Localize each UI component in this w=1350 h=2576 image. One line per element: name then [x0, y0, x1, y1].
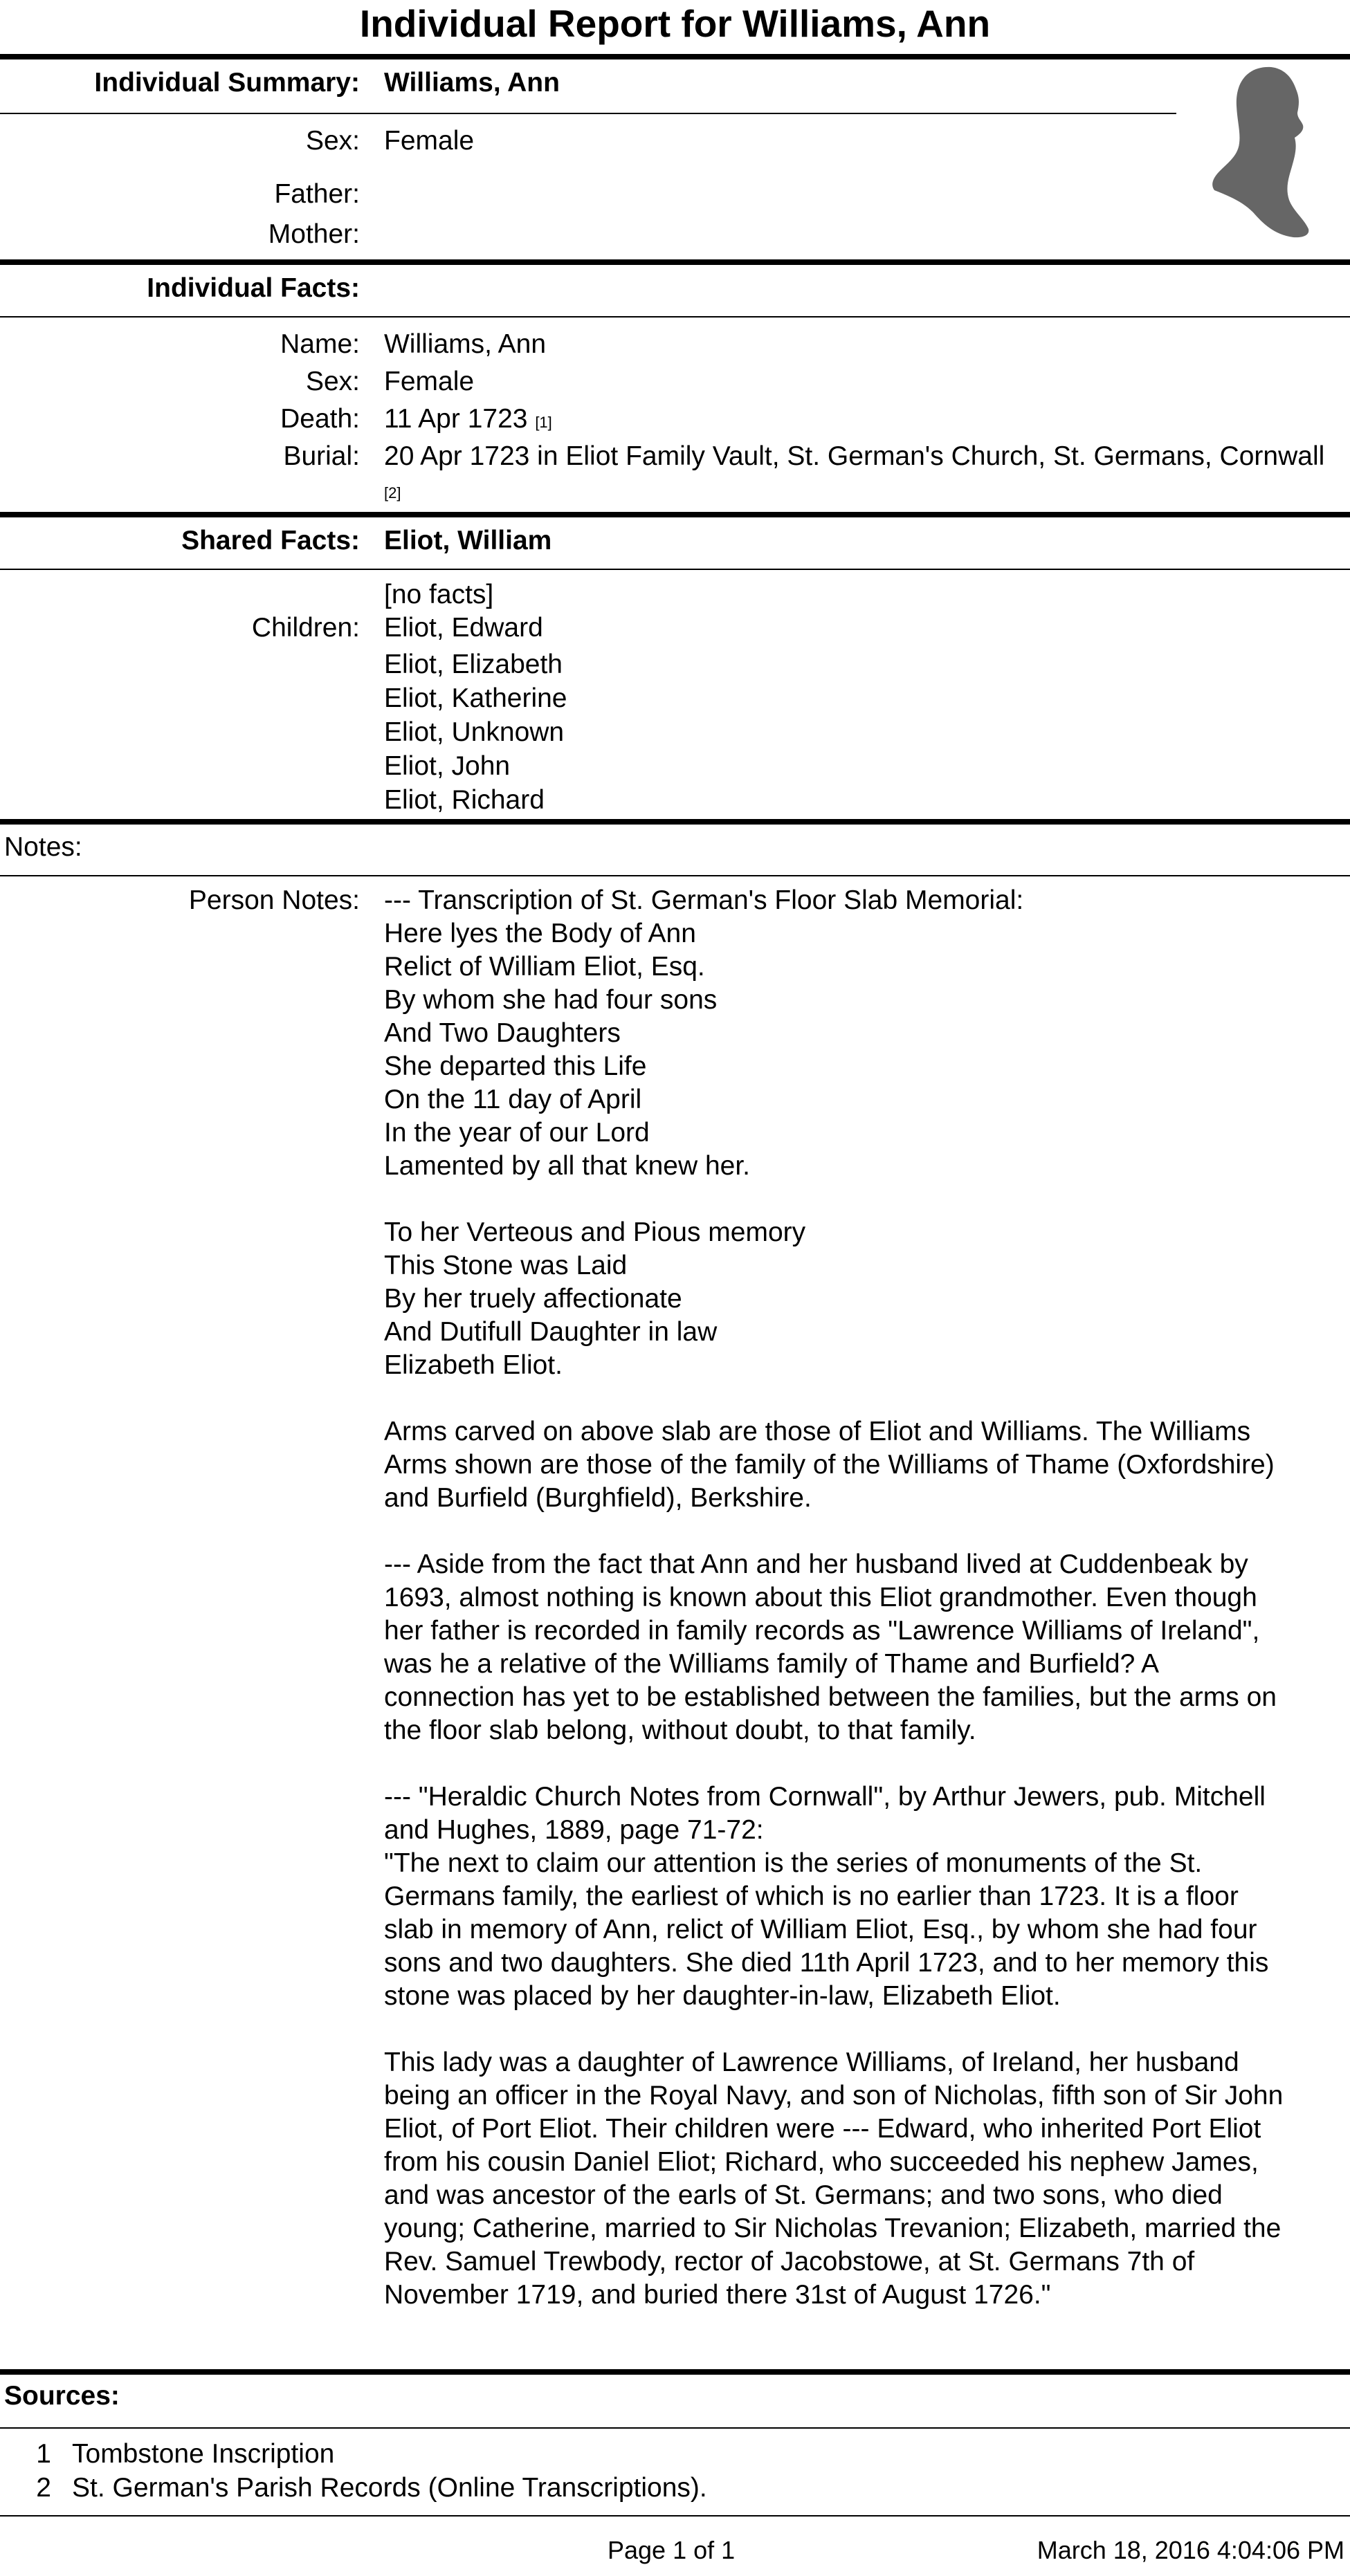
fact-label: Name: — [280, 329, 360, 359]
section-subdivider — [0, 569, 1350, 570]
child-name: Eliot, Edward — [384, 613, 543, 643]
fact-label: Burial: — [283, 441, 360, 471]
sex-label: Sex: — [305, 126, 360, 156]
child-name: Eliot, John — [384, 751, 511, 781]
mother-label: Mother: — [268, 219, 360, 249]
note-paragraph: --- "Heraldic Church Notes from Cornwall", by Arthur Jewers, pub. Mitchell and Hughes, 1889, page 71-72: "The next to claim our attention is the series of monuments of the St. Germans family, the earliest of which is no earlier than 1723. It is a floor slab in memory of Ann, relict of William Eliot, Esq., by whom she had four sons and two daughters. She died 11th April 1723, and to her memory this stone was placed by her daughter-in-law, Elizabeth Eliot. — [384, 1782, 1269, 2011]
person-notes-text — [384, 884, 1346, 2345]
sources-label: Sources: — [4, 2381, 120, 2411]
child-name: Eliot, Elizabeth — [384, 650, 563, 679]
child-name: Eliot, Richard — [384, 785, 545, 815]
note-paragraph: --- Transcription of St. German's Floor Slab Memorial: Here lyes the Body of Ann Relict of William Eliot, Esq. By whom she had four sons And Two Daughters She departed this Life On the 11 day of April In the year of our Lord Lamented by all that knew her. — [384, 885, 1024, 1181]
fact-label: Death: — [280, 404, 360, 434]
spouse-name: Eliot, William — [384, 526, 552, 555]
section-divider — [0, 819, 1350, 825]
summary-divider — [0, 113, 1176, 114]
citation-ref: [2] — [384, 484, 401, 502]
notes-label: Notes: — [4, 832, 82, 862]
section-divider — [0, 259, 1350, 265]
source-number: 1 — [36, 2439, 51, 2469]
child-name: Eliot, Katherine — [384, 683, 567, 713]
fact-value: Female — [384, 367, 475, 396]
individual-facts-label: Individual Facts: — [147, 273, 360, 303]
sex-value: Female — [384, 126, 475, 156]
child-name: Eliot, Unknown — [384, 717, 565, 747]
section-divider — [0, 512, 1350, 517]
section-subdivider — [0, 875, 1350, 876]
fact-label: Sex: — [305, 367, 360, 396]
citation-ref: [1] — [535, 414, 552, 431]
fact-value-burial — [384, 440, 1339, 510]
fact-value-death — [384, 403, 552, 439]
note-paragraph: Arms carved on above slab are those of Eliot and Williams. The Williams Arms shown are those of the family of the Williams of Thame (Oxfordshire) and Burfield (Burghfield), Berkshire. — [384, 1417, 1275, 1513]
report-title: Individual Report for Williams, Ann — [359, 2, 991, 45]
note-paragraph: To her Verteous and Pious memory This Stone was Laid By her truely affectionate And Dutifull Daughter in law Elizabeth Eliot. — [384, 1217, 806, 1380]
female-silhouette-icon — [1207, 66, 1311, 239]
page-number: Page 1 of 1 — [608, 2536, 736, 2564]
shared-facts-label: Shared Facts: — [181, 526, 360, 555]
father-label: Father: — [274, 179, 360, 209]
no-facts-text: [no facts] — [384, 580, 494, 609]
section-divider — [0, 2369, 1350, 2375]
source-text: Tombstone Inscription — [72, 2439, 335, 2469]
individual-summary-label: Individual Summary: — [94, 68, 360, 98]
note-paragraph: This lady was a daughter of Lawrence Williams, of Ireland, her husband being an officer in the Royal Navy, and son of Nicholas, fifth son of Sir John Eliot, of Port Eliot. Their children were --- Edward, who inherited Port Eliot from his cousin Daniel Eliot; Richard, who succeeded his nephew James, and was ancestor of the earls of St. Germans; and two sons, who died young; Catherine, married to Sir Nicholas Trevanion; Elizabeth, married the Rev. Samuel Trewbody, rector of Jacobstowe, at St. Germans 7th of November 1719, and buried there 31st of August 1726." — [384, 2048, 1284, 2310]
fact-text: 11 Apr 1723 — [384, 404, 528, 434]
fact-value: Williams, Ann — [384, 329, 547, 359]
section-subdivider — [0, 316, 1350, 318]
source-number: 2 — [36, 2473, 51, 2503]
report-date: March 18, 2016 4:04:06 PM — [1037, 2536, 1344, 2564]
person-notes-label: Person Notes: — [188, 885, 360, 915]
note-paragraph: --- Aside from the fact that Ann and her husband lived at Cuddenbeak by 1693, almost nothing is known about this Eliot grandmother. Even though her father is recorded in family records as "Lawrence Williams of Ireland", was he a relative of the Williams family of Thame and Burfield? A connection has yet to be established between the families, but the arms on the floor slab belong, without doubt, to that family. — [384, 1549, 1277, 1745]
section-divider — [0, 54, 1350, 59]
children-label: Children: — [251, 613, 360, 643]
source-text: St. German's Parish Records (Online Transcriptions). — [72, 2473, 707, 2503]
footer-divider — [0, 2515, 1350, 2517]
section-subdivider — [0, 2427, 1350, 2429]
fact-text: 20 Apr 1723 in Eliot Family Vault, St. German's Church, St. Germans, Cornwall — [384, 441, 1325, 471]
summary-name: Williams, Ann — [384, 68, 560, 98]
